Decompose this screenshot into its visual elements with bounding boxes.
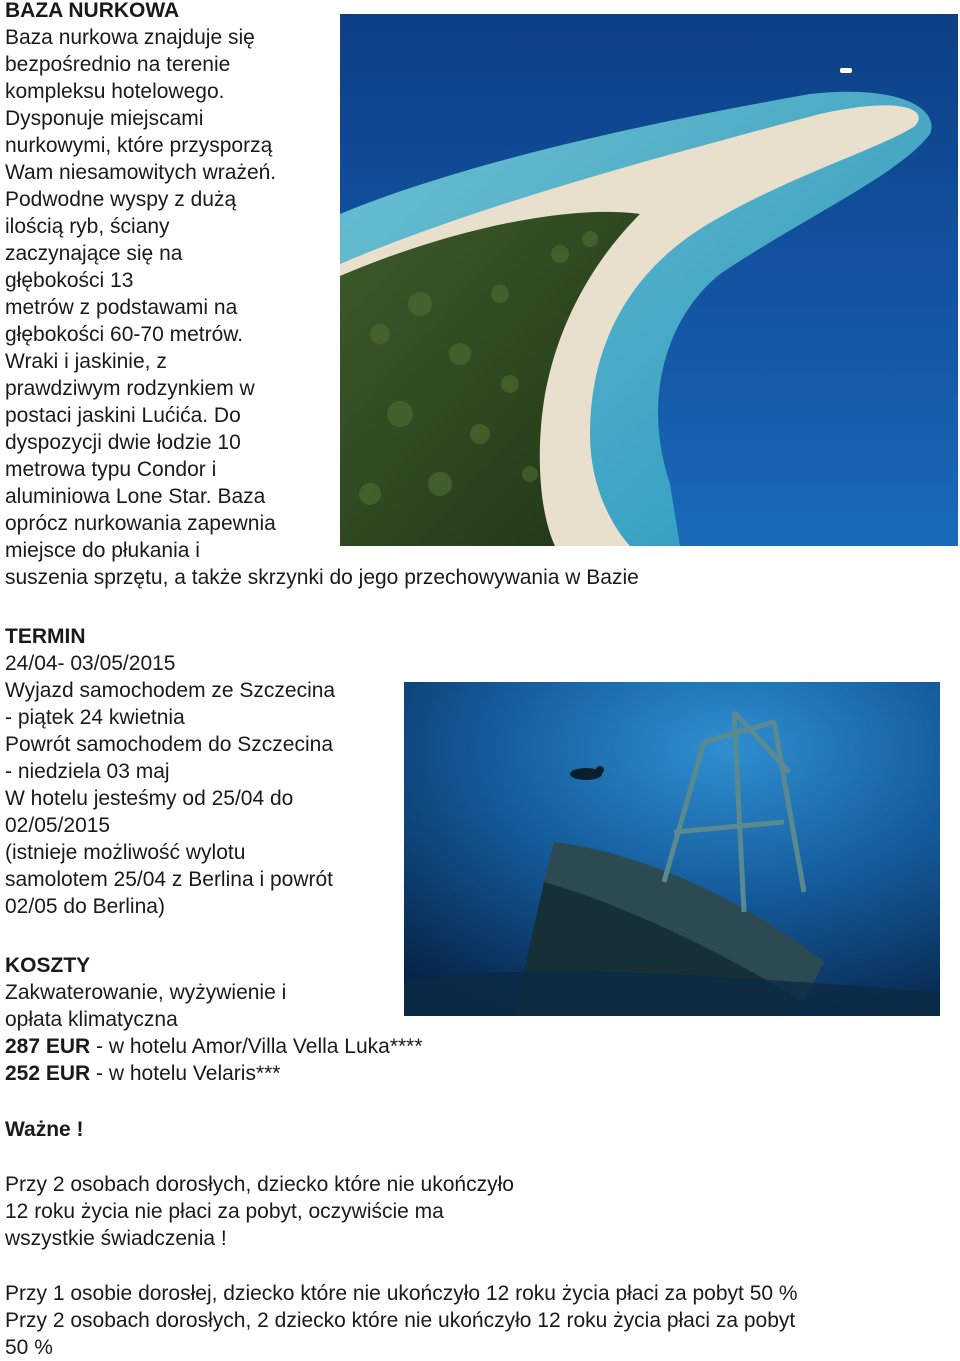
baza-line: Wam niesamowitych wrażeń. xyxy=(5,161,277,184)
baza-line: metrowa typu Condor i xyxy=(5,458,217,481)
termin-line: 02/05/2015 xyxy=(5,814,111,837)
baza-line: prawdziwym rodzynkiem w xyxy=(5,377,255,400)
baza-line: metrów z podstawami na xyxy=(5,296,238,319)
price-description: - w hotelu Amor/Villa Vella Luka**** xyxy=(90,1035,423,1058)
baza-line: Baza nurkowa znajduje się xyxy=(5,26,255,49)
koszty-line: opłata klimatyczna xyxy=(5,1008,178,1031)
termin-line: 02/05 do Berlina) xyxy=(5,895,165,918)
koszty-line: Zakwaterowanie, wyżywienie i xyxy=(5,981,287,1004)
section-heading-termin: TERMIN xyxy=(5,625,86,648)
wazne-line: 12 roku życia nie płaci za pobyt, oczywiście ma xyxy=(5,1200,444,1223)
baza-line: Wraki i jaskinie, z xyxy=(5,350,167,373)
wazne-line: Przy 2 osobach dorosłych, 2 dziecko które nie ukończyło 12 roku życia płaci za pobyt xyxy=(5,1309,796,1332)
price-line xyxy=(5,1060,280,1087)
price-line xyxy=(5,1033,423,1060)
termin-line: - niedziela 03 maj xyxy=(5,760,170,783)
termin-line: W hotelu jesteśmy od 25/04 do xyxy=(5,787,294,810)
baza-line: kompleksu hotelowego. xyxy=(5,80,225,103)
wazne-line: Przy 2 osobach dorosłych, dziecko które nie ukończyło xyxy=(5,1173,514,1196)
baza-line: miejsce do płukania i xyxy=(5,539,200,562)
price-amount: 252 EUR xyxy=(5,1062,91,1085)
termin-line: (istnieje możliwość wylotu xyxy=(5,841,246,864)
baza-line: bezpośrednio na terenie xyxy=(5,53,231,76)
price-amount: 287 EUR xyxy=(5,1035,91,1058)
section-heading-koszty: KOSZTY xyxy=(5,954,91,977)
baza-line: suszenia sprzętu, a także skrzynki do jego przechowywania w Bazie xyxy=(5,566,639,589)
baza-line: ilością ryb, ściany xyxy=(5,215,170,238)
underwater-shipwreck-photo xyxy=(404,682,940,1016)
baza-line: aluminiowa Lone Star. Baza xyxy=(5,485,266,508)
wazne-line: wszystkie świadczenia ! xyxy=(5,1227,227,1250)
baza-line: głębokości 13 xyxy=(5,269,134,292)
baza-line: Dysponuje miejscami xyxy=(5,107,204,130)
wazne-line: Przy 1 osobie dorosłej, dziecko które nie ukończyło 12 roku życia płaci za pobyt 50 % xyxy=(5,1282,798,1305)
baza-line: oprócz nurkowania zapewnia xyxy=(5,512,276,535)
baza-line: zaczynające się na xyxy=(5,242,183,265)
section-heading-baza: BAZA NURKOWA xyxy=(5,0,180,22)
wazne-line: 50 % xyxy=(5,1336,53,1359)
termin-line: samolotem 25/04 z Berlina i powrót xyxy=(5,868,333,891)
baza-line: Podwodne wyspy z dużą xyxy=(5,188,237,211)
termin-line: Powrót samochodem do Szczecina xyxy=(5,733,333,756)
price-description: - w hotelu Velaris*** xyxy=(90,1062,281,1085)
aerial-beach-photo xyxy=(340,14,958,546)
baza-line: postaci jaskini Lućića. Do xyxy=(5,404,241,427)
termin-line: Wyjazd samochodem ze Szczecina xyxy=(5,679,336,702)
section-heading-wazne: Ważne ! xyxy=(5,1118,84,1141)
termin-line: 24/04- 03/05/2015 xyxy=(5,652,176,675)
baza-line: nurkowymi, które przysporzą xyxy=(5,134,273,157)
termin-line: - piątek 24 kwietnia xyxy=(5,706,185,729)
baza-line: głębokości 60-70 metrów. xyxy=(5,323,244,346)
baza-line: dyspozycji dwie łodzie 10 xyxy=(5,431,241,454)
